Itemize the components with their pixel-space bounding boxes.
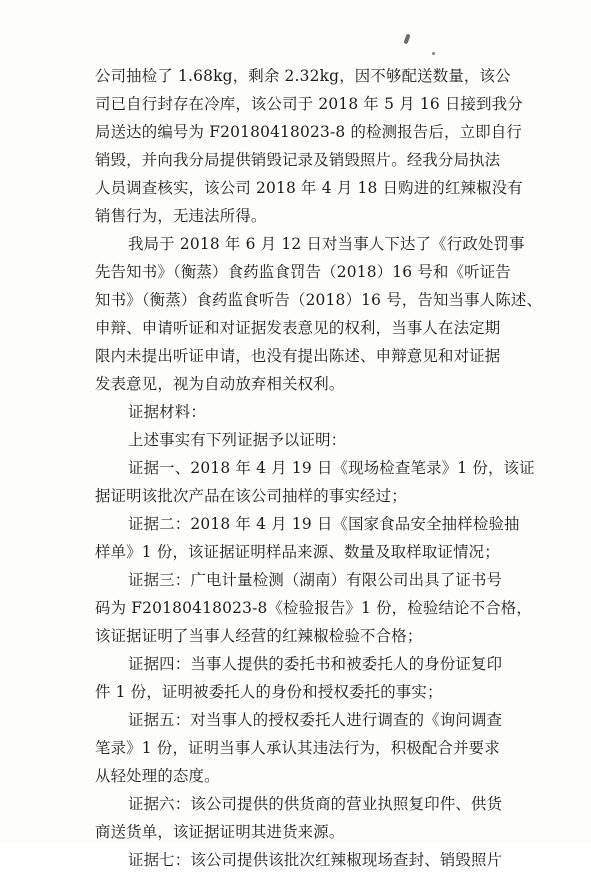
text-line: 销售行为，无违法所得。 — [95, 207, 267, 225]
paragraph-start: 上述事实有下列证据予以证明： — [128, 431, 347, 449]
text-line: 据证明该批次产品在该公司抽样的事实经过； — [95, 487, 407, 505]
text-line: 知书》（衡蒸）食药监食听告（2018）16 号，告知当事人陈述、 — [95, 291, 543, 309]
text-line: 局送达的编号为 F20180418023-8 的检测报告后，立即自行 — [95, 123, 522, 141]
text-line: 该证据证明了当事人经营的红辣椒检验不合格； — [95, 627, 423, 645]
text-line: 司已自行封存在冷库，该公司于 2018 年 5 月 16 日接到我分 — [95, 95, 523, 113]
text-line: 发表意见，视为自动放弃相关权利。 — [95, 375, 345, 393]
scan-speck — [403, 34, 410, 45]
text-line: 人员调查核实，该公司 2018 年 4 月 18 日购进的红辣椒没有 — [95, 179, 523, 197]
text-line: 码为 F20180418023-8《检验报告》1 份，检验结论不合格， — [95, 599, 532, 617]
evidence-item: 证据一、2018 年 4 月 19 日《现场检查笔录》1 份，该证 — [128, 459, 535, 477]
evidence-item: 证据七：该公司提供该批次红辣椒现场查封、销毁照片 — [128, 851, 503, 869]
text-line: 申辩、申请听证和对证据发表意见的权利，当事人在法定期 — [95, 319, 501, 337]
text-line: 限内未提出听证申请，也没有提出陈述、申辩意见和对证据 — [95, 347, 501, 365]
scan-speck — [432, 52, 435, 55]
section-heading: 证据材料： — [128, 403, 206, 421]
text-line: 先告知书》（衡蒸）食药监食罚告（2018）16 号和《听证告 — [95, 263, 511, 281]
text-line: 商送货单，该证据证明其进货来源。 — [95, 823, 345, 841]
text-line: 笔录》1 份，证明当事人承认其违法行为，积极配合并要求 — [95, 739, 500, 757]
evidence-item: 证据二：2018 年 4 月 19 日《国家食品安全抽样检验抽 — [128, 515, 520, 533]
evidence-item: 证据四：当事人提供的委托书和被委托人的身份证复印 — [128, 655, 503, 673]
text-line: 公司抽检了 1.68kg，剩余 2.32kg，因不够配送数量，该公 — [95, 67, 511, 85]
text-line: 件 1 份，证明被委托人的身份和授权委托的事实； — [95, 683, 443, 701]
evidence-item: 证据六：该公司提供的供货商的营业执照复印件、供货 — [128, 795, 503, 813]
evidence-item: 证据三：广电计量检测（湖南）有限公司出具了证书号 — [128, 571, 503, 589]
paragraph-start: 我局于 2018 年 6 月 12 日对当事人下达了《行政处罚事 — [128, 235, 525, 253]
text-line: 从轻处理的态度。 — [95, 767, 220, 785]
text-line: 销毁，并向我分局提供销毁记录及销毁照片。经我分局执法 — [95, 151, 501, 169]
evidence-item: 证据五：对当事人的授权委托人进行调查的《询问调查 — [128, 711, 503, 729]
text-line: 样单》1 份，该证据证明样品来源、数量及取样取证情况； — [95, 543, 500, 561]
